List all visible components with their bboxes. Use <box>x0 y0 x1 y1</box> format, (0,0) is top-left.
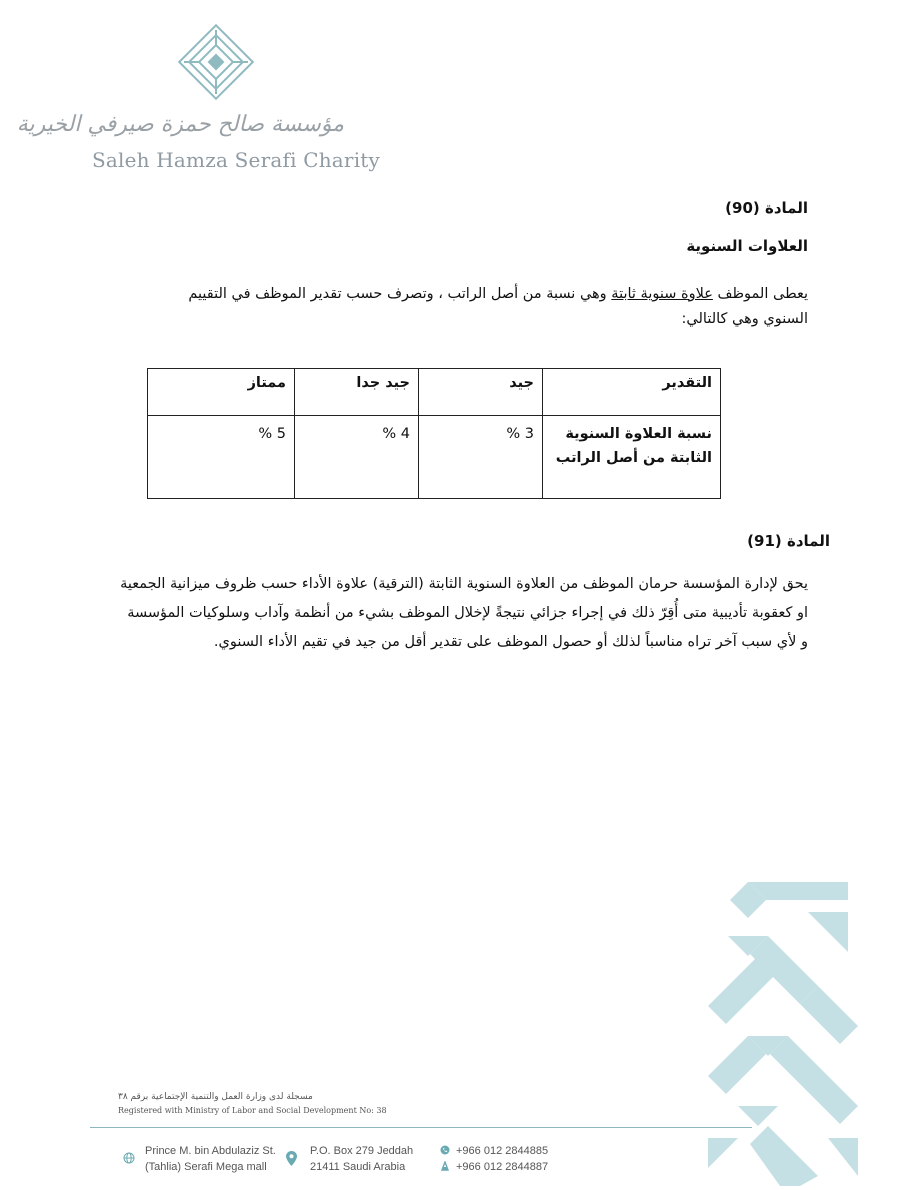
phone-icon <box>440 1145 450 1155</box>
po-line-2: 21411 Saudi Arabia <box>310 1161 406 1173</box>
footer-address <box>145 1143 276 1175</box>
fax-number: +966 012 2844887 <box>456 1161 549 1173</box>
fax-icon <box>440 1161 450 1171</box>
registration-arabic: مسجلة لدى وزارة العمل والتنمية الإجتماعية برقم ٣٨ <box>118 1092 313 1102</box>
table-header-cell: جيد <box>419 369 543 416</box>
footer-po-box <box>310 1143 413 1175</box>
logo-english-name: Saleh Hamza Serafi Charity <box>92 148 381 172</box>
address-line-2: (Tahlia) Serafi Mega mall <box>145 1161 267 1173</box>
article-91-title: المادة (91) <box>747 532 830 550</box>
table-row <box>148 416 721 499</box>
footer-divider <box>90 1127 752 1128</box>
article-91-body: يحق لإدارة المؤسسة حرمان الموظف من العلاوة السنوية الثابتة (الترقية) علاوة الأداء حسب ظروف ميزانية الجمعية او كعقوبة تأديبية متى أُقِرّ ذلك في إجراء جزائي نتيجةً لإخلال الموظف بشيء من أنظمة وآداب وسلوكيات المؤسسة و لأي سبب آخر تراه مناسباً لذلك أو حصول الموظف على تقدير أقل من جيد في تقيم الأداء السنوي. <box>120 576 808 650</box>
table-header-cell: ممتاز <box>148 369 295 416</box>
table-header-row <box>148 369 721 416</box>
address-line-1: Prince M. bin Abdulaziz St. <box>145 1145 276 1157</box>
table-header-cell: جيد جدا <box>295 369 419 416</box>
logo-arabic-name: مؤسسة صالح حمزة صيرفي الخيرية <box>16 112 344 137</box>
article-90-body-start: يعطى الموظف <box>712 286 808 302</box>
article-90-body <box>143 282 808 332</box>
table-row-label: نسبة العلاوة السنوية الثابتة من أصل الراتب <box>543 416 721 499</box>
footer-contact <box>456 1143 548 1175</box>
logo-emblem-icon <box>170 16 262 108</box>
article-90-subtitle: العلاوات السنوية <box>686 237 808 255</box>
article-90-body-end: وهي نسبة من أصل الراتب ، وتصرف حسب تقدير الموظف في التقييم السنوي وهي كالتالي: <box>188 286 808 327</box>
table-cell: 4 % <box>295 416 419 499</box>
decorative-pattern <box>708 876 858 1186</box>
registration-english: Registered with Ministry of Labor and Social Development No: 38 <box>118 1106 387 1115</box>
table-header-cell: التقدير <box>543 369 721 416</box>
phone-number: +966 012 2844885 <box>456 1145 549 1157</box>
article-90-title: المادة (90) <box>725 199 808 217</box>
po-line-1: P.O. Box 279 Jeddah <box>310 1145 414 1157</box>
table-cell: 5 % <box>148 416 295 499</box>
annual-raise-table <box>147 368 721 499</box>
table-cell: 3 % <box>419 416 543 499</box>
location-pin-icon <box>286 1151 297 1166</box>
globe-icon <box>123 1152 135 1164</box>
article-90-body-underlined: علاوة سنوية ثابتة <box>611 286 713 302</box>
